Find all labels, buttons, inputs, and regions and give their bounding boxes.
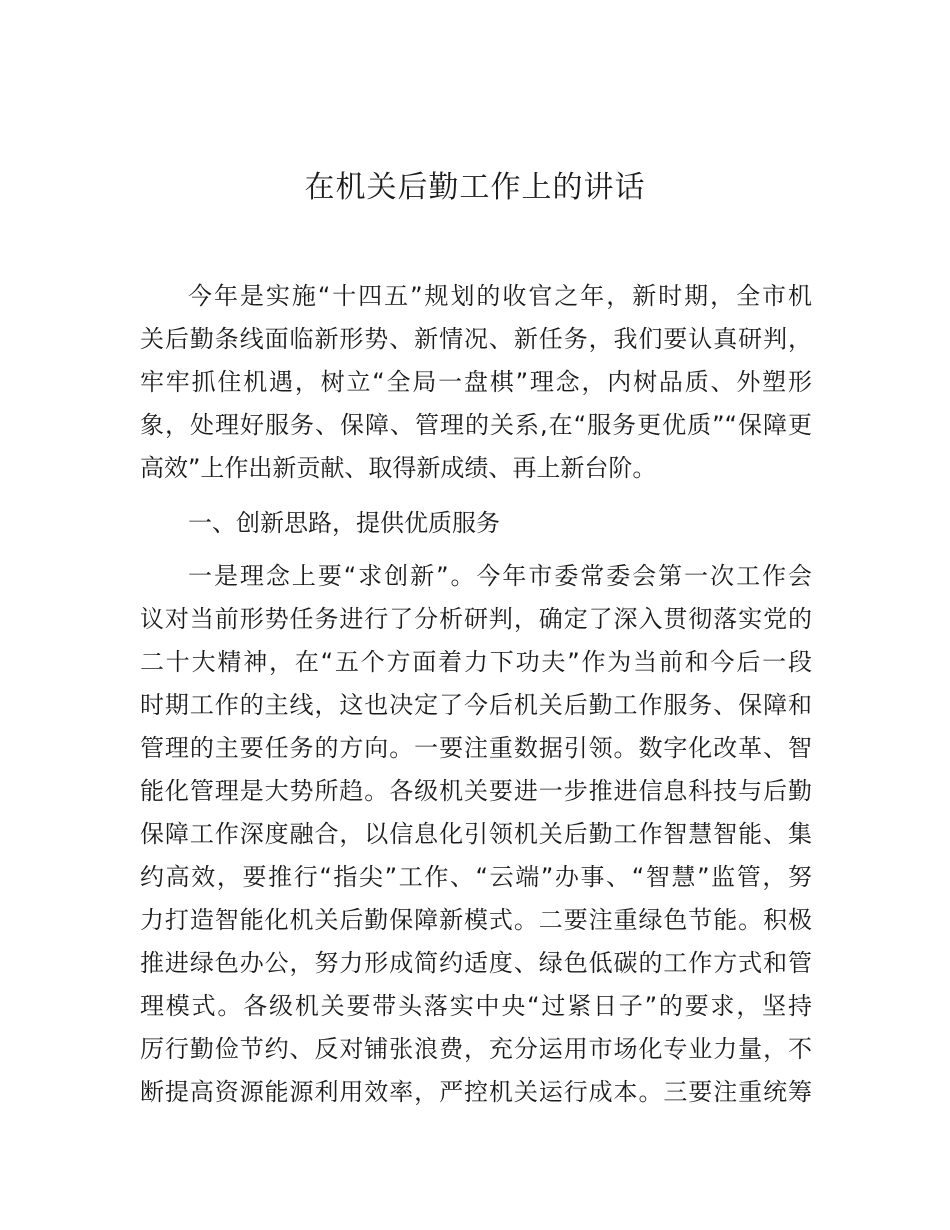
paragraph-line: 力打造智能化机关后勤保障新模式。二要注重绿色节能。积极 — [140, 906, 812, 934]
paragraph-line: 二十大精神，在“五个方面着力下功夫”作为当前和今后一段 — [140, 648, 812, 676]
paragraph-line: 能化管理是大势所趋。各级机关要进一步推进信息科技与后勤 — [140, 777, 812, 805]
paragraph-line: 断提高资源能源利用效率，严控机关运行成本。三要注重统筹 — [140, 1078, 812, 1106]
page-title: 在机关后勤工作上的讲话 — [304, 170, 646, 205]
paragraph-line: 关后勤条线面临新形势、新情况、新任务，我们要认真研判， — [140, 325, 812, 353]
paragraph-line: 高效”上作出新贡献、取得新成绩、再上新台阶。 — [140, 454, 657, 482]
paragraph-line: 保障工作深度融合，以信息化引领机关后勤工作智慧智能、集 — [140, 820, 812, 848]
paragraph-line: 理模式。各级机关要带头落实中央“过紧日子”的要求，坚持 — [140, 992, 812, 1020]
paragraph-line: 管理的主要任务的方向。一要注重数据引领。数字化改革、智 — [140, 734, 812, 762]
paragraph-line: 牢牢抓住机遇，树立“全局一盘棋”理念，内树品质、外塑形 — [140, 368, 812, 396]
paragraph-line: 厉行勤俭节约、反对铺张浪费，充分运用市场化专业力量，不 — [140, 1035, 812, 1063]
paragraph-line: 推进绿色办公，努力形成简约适度、绿色低碳的工作方式和管 — [140, 949, 812, 977]
paragraph-line: 议对当前形势任务进行了分析研判，确定了深入贯彻落实党的 — [140, 605, 812, 633]
paragraph-line: 一是理念上要“求创新”。今年市委常委会第一次工作会 — [188, 562, 812, 590]
paragraph-line: 象，处理好服务、保障、管理的关系,在“服务更优质”“保障更 — [140, 411, 812, 439]
paragraph-line: 约高效，要推行“指尖”工作、“云端”办事、“智慧”监管，努 — [140, 863, 812, 891]
paragraph-line: 时期工作的主线，这也决定了今后机关后勤工作服务、保障和 — [140, 691, 812, 719]
section-heading: 一、创新思路，提供优质服务 — [188, 509, 500, 537]
paragraph-line: 今年是实施“十四五”规划的收官之年，新时期，全市机 — [188, 282, 812, 310]
